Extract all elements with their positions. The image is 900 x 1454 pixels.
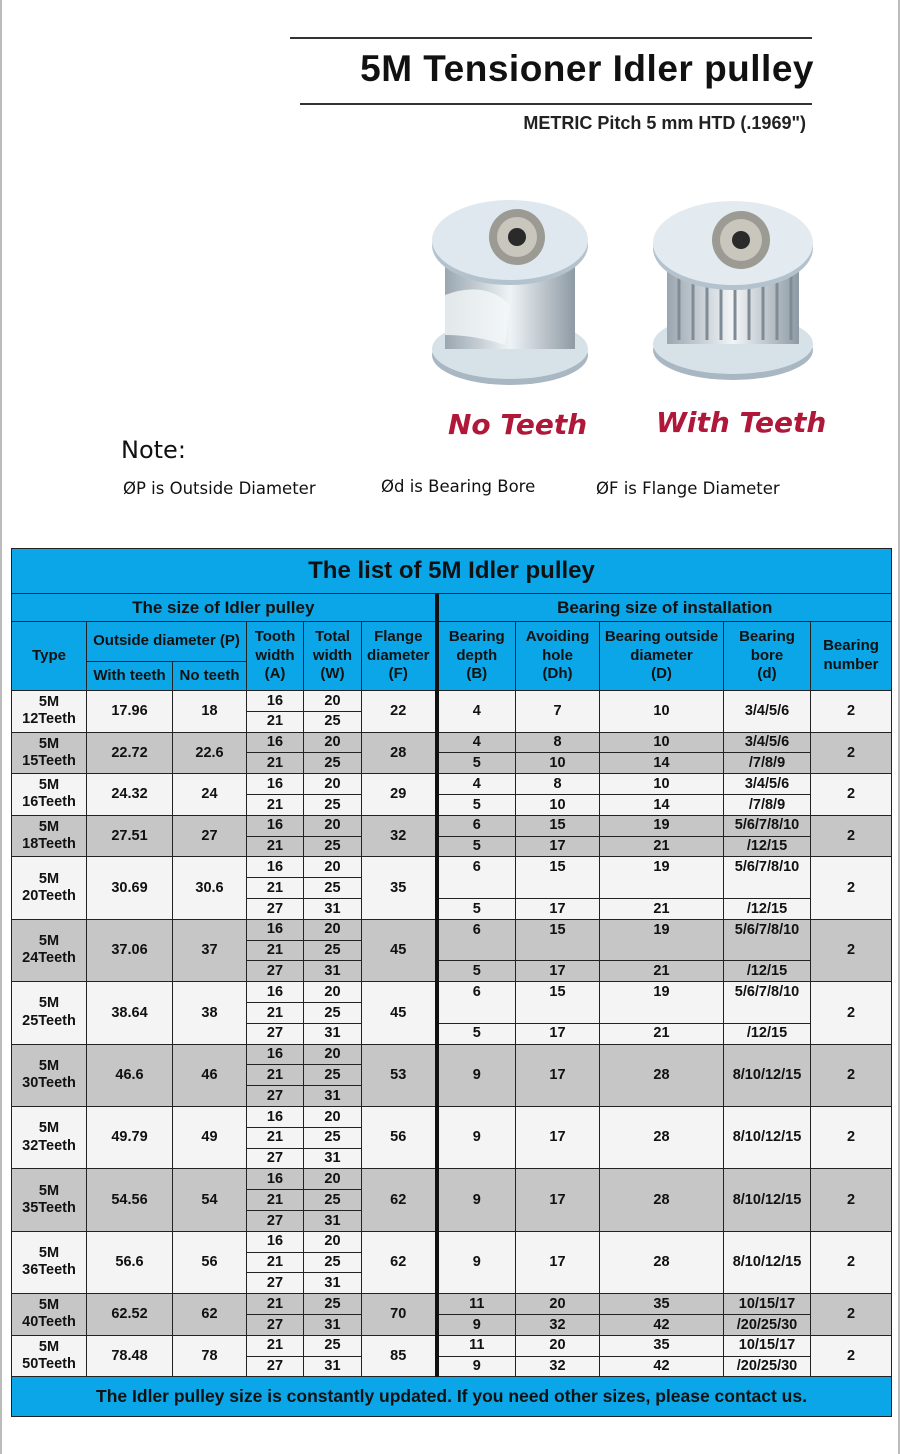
cell-flange-diameter: 29: [362, 774, 437, 816]
cell-total-width: 25: [304, 753, 362, 774]
cell-avoiding-hole: 15: [516, 815, 600, 836]
cell-bearing-outside-diameter: 19: [600, 919, 724, 961]
cell-bearing-outside-diameter: 42: [600, 1314, 724, 1335]
cell-bearing-depth: 6: [437, 815, 516, 836]
cell-no-teeth-diameter: 78: [173, 1335, 247, 1377]
cell-tooth-width: 21: [247, 940, 304, 961]
cell-total-width: 20: [304, 732, 362, 753]
header-bearing-bore: Bearing bore (d): [724, 622, 811, 691]
table-caption: The list of 5M Idler pulley: [12, 549, 892, 594]
cell-tooth-width: 16: [247, 732, 304, 753]
cell-tooth-width: 16: [247, 774, 304, 795]
cell-flange-diameter: 62: [362, 1231, 437, 1293]
cell-tooth-width: 16: [247, 982, 304, 1003]
table-footer-note: The Idler pulley size is constantly updated. If you need other sizes, please contact us.: [12, 1377, 892, 1417]
cell-bearing-outside-diameter: 21: [600, 961, 724, 982]
note-outside-diameter: ØP is Outside Diameter: [123, 479, 316, 498]
header-with-teeth: With teeth: [87, 662, 173, 691]
cell-tooth-width: 21: [247, 878, 304, 899]
cell-bearing-number: 2: [811, 774, 892, 816]
cell-bearing-bore: /20/25/30: [724, 1356, 811, 1377]
cell-flange-diameter: 53: [362, 1044, 437, 1106]
cell-total-width: 25: [304, 1252, 362, 1273]
cell-avoiding-hole: 17: [516, 961, 600, 982]
cell-avoiding-hole: 32: [516, 1314, 600, 1335]
cell-total-width: 20: [304, 1231, 362, 1252]
cell-flange-diameter: 45: [362, 982, 437, 1044]
cell-bearing-bore: 10/15/17: [724, 1335, 811, 1356]
cell-bearing-outside-diameter: 14: [600, 753, 724, 774]
cell-with-teeth-diameter: 78.48: [87, 1335, 173, 1377]
cell-bearing-bore: 8/10/12/15: [724, 1044, 811, 1106]
header-type: Type: [12, 622, 87, 691]
cell-total-width: 25: [304, 1294, 362, 1315]
cell-bearing-bore: 5/6/7/8/10: [724, 919, 811, 961]
note-flange-diameter: ØF is Flange Diameter: [596, 479, 780, 498]
cell-bearing-depth: 6: [437, 857, 516, 899]
cell-with-teeth-diameter: 37.06: [87, 919, 173, 981]
header-total-width: Total width (W): [304, 622, 362, 691]
cell-flange-diameter: 32: [362, 815, 437, 857]
with-teeth-pulley-image: [645, 190, 825, 390]
cell-no-teeth-diameter: 37: [173, 919, 247, 981]
cell-total-width: 31: [304, 1148, 362, 1169]
cell-tooth-width: 21: [247, 836, 304, 857]
cell-bearing-depth: 11: [437, 1294, 516, 1315]
cell-avoiding-hole: 8: [516, 732, 600, 753]
cell-bearing-number: 2: [811, 1044, 892, 1106]
table-row: [12, 982, 892, 1003]
cell-total-width: 20: [304, 691, 362, 712]
cell-avoiding-hole: 8: [516, 774, 600, 795]
cell-with-teeth-diameter: 17.96: [87, 691, 173, 733]
cell-bearing-bore: /12/15: [724, 1023, 811, 1044]
cell-bearing-depth: 4: [437, 732, 516, 753]
cell-type: 5M 35Teeth: [12, 1169, 87, 1231]
cell-type: 5M 32Teeth: [12, 1106, 87, 1168]
cell-type: 5M 40Teeth: [12, 1294, 87, 1336]
cell-bearing-depth: 5: [437, 753, 516, 774]
cell-avoiding-hole: 15: [516, 857, 600, 899]
cell-type: 5M 25Teeth: [12, 982, 87, 1044]
cell-total-width: 31: [304, 1210, 362, 1231]
cell-bearing-depth: 11: [437, 1335, 516, 1356]
cell-type: 5M 30Teeth: [12, 1044, 87, 1106]
table-row: [12, 691, 892, 712]
cell-avoiding-hole: 32: [516, 1356, 600, 1377]
cell-flange-diameter: 56: [362, 1106, 437, 1168]
cell-bearing-bore: 8/10/12/15: [724, 1169, 811, 1231]
cell-bearing-depth: 9: [437, 1356, 516, 1377]
cell-tooth-width: 21: [247, 753, 304, 774]
cell-flange-diameter: 85: [362, 1335, 437, 1377]
no-teeth-caption: No Teeth: [448, 408, 588, 441]
cell-no-teeth-diameter: 62: [173, 1294, 247, 1336]
cell-avoiding-hole: 17: [516, 1044, 600, 1106]
idler-pulley-table: [11, 548, 891, 1417]
cell-tooth-width: 27: [247, 1148, 304, 1169]
cell-flange-diameter: 70: [362, 1294, 437, 1336]
cell-tooth-width: 16: [247, 691, 304, 712]
cell-avoiding-hole: 17: [516, 898, 600, 919]
cell-flange-diameter: 35: [362, 857, 437, 919]
cell-avoiding-hole: 17: [516, 1023, 600, 1044]
cell-avoiding-hole: 20: [516, 1294, 600, 1315]
header-bearing-depth: Bearing depth (B): [437, 622, 516, 691]
cell-bearing-outside-diameter: 28: [600, 1169, 724, 1231]
cell-tooth-width: 27: [247, 1273, 304, 1294]
cell-bearing-depth: 9: [437, 1169, 516, 1231]
cell-bearing-outside-diameter: 21: [600, 898, 724, 919]
cell-flange-diameter: 62: [362, 1169, 437, 1231]
cell-with-teeth-diameter: 62.52: [87, 1294, 173, 1336]
cell-tooth-width: 27: [247, 1086, 304, 1107]
cell-avoiding-hole: 17: [516, 1169, 600, 1231]
cell-bearing-depth: 4: [437, 691, 516, 733]
header-bearing-number: Bearing number: [811, 622, 892, 691]
cell-type: 5M 16Teeth: [12, 774, 87, 816]
cell-bearing-outside-diameter: 10: [600, 732, 724, 753]
cell-bearing-bore: 10/15/17: [724, 1294, 811, 1315]
cell-bearing-bore: 3/4/5/6: [724, 774, 811, 795]
cell-with-teeth-diameter: 22.72: [87, 732, 173, 774]
cell-bearing-number: 2: [811, 919, 892, 981]
header-avoiding-hole: Avoiding hole (Dh): [516, 622, 600, 691]
cell-tooth-width: 16: [247, 919, 304, 940]
cell-bearing-bore: /12/15: [724, 961, 811, 982]
header-tooth-width: Tooth width (A): [247, 622, 304, 691]
cell-bearing-number: 2: [811, 1169, 892, 1231]
cell-with-teeth-diameter: 49.79: [87, 1106, 173, 1168]
cell-total-width: 25: [304, 711, 362, 732]
cell-avoiding-hole: 15: [516, 982, 600, 1024]
cell-tooth-width: 16: [247, 815, 304, 836]
cell-bearing-bore: /20/25/30: [724, 1314, 811, 1335]
cell-bearing-outside-diameter: 14: [600, 794, 724, 815]
table-row: [12, 857, 892, 878]
cell-bearing-outside-diameter: 21: [600, 1023, 724, 1044]
cell-total-width: 20: [304, 774, 362, 795]
cell-bearing-depth: 9: [437, 1231, 516, 1293]
cell-bearing-number: 2: [811, 691, 892, 733]
cell-tooth-width: 16: [247, 1044, 304, 1065]
cell-bearing-depth: 9: [437, 1314, 516, 1335]
cell-bearing-outside-diameter: 19: [600, 982, 724, 1024]
header-no-teeth: No teeth: [173, 662, 247, 691]
header-flange-diameter: Flange diameter (F): [362, 622, 437, 691]
cell-with-teeth-diameter: 30.69: [87, 857, 173, 919]
cell-tooth-width: 21: [247, 1252, 304, 1273]
cell-with-teeth-diameter: 54.56: [87, 1169, 173, 1231]
cell-bearing-number: 2: [811, 1106, 892, 1168]
cell-total-width: 20: [304, 815, 362, 836]
cell-tooth-width: 16: [247, 857, 304, 878]
cell-bearing-bore: 5/6/7/8/10: [724, 982, 811, 1024]
cell-bearing-depth: 5: [437, 961, 516, 982]
page-left-border: [0, 0, 2, 1454]
cell-type: 5M 18Teeth: [12, 815, 87, 857]
cell-tooth-width: 21: [247, 1065, 304, 1086]
cell-avoiding-hole: 20: [516, 1335, 600, 1356]
cell-total-width: 20: [304, 1169, 362, 1190]
cell-bearing-outside-diameter: 10: [600, 774, 724, 795]
cell-no-teeth-diameter: 46: [173, 1044, 247, 1106]
cell-total-width: 25: [304, 940, 362, 961]
cell-no-teeth-diameter: 27: [173, 815, 247, 857]
table-row: [12, 1044, 892, 1065]
cell-bearing-depth: 5: [437, 898, 516, 919]
cell-bearing-bore: /12/15: [724, 836, 811, 857]
cell-flange-diameter: 45: [362, 919, 437, 981]
cell-total-width: 25: [304, 878, 362, 899]
cell-no-teeth-diameter: 22.6: [173, 732, 247, 774]
cell-type: 5M 50Teeth: [12, 1335, 87, 1377]
cell-no-teeth-diameter: 18: [173, 691, 247, 733]
cell-tooth-width: 27: [247, 1023, 304, 1044]
title-bottom-rule: [300, 103, 812, 105]
cell-with-teeth-diameter: 38.64: [87, 982, 173, 1044]
cell-avoiding-hole: 10: [516, 753, 600, 774]
header-bearing-outside-diameter: Bearing outside diameter (D): [600, 622, 724, 691]
cell-tooth-width: 21: [247, 1190, 304, 1211]
cell-tooth-width: 21: [247, 1002, 304, 1023]
cell-tooth-width: 21: [247, 794, 304, 815]
cell-bearing-number: 2: [811, 982, 892, 1044]
cell-bearing-bore: 8/10/12/15: [724, 1231, 811, 1293]
table-row: [12, 774, 892, 795]
cell-bearing-depth: 4: [437, 774, 516, 795]
cell-with-teeth-diameter: 27.51: [87, 815, 173, 857]
cell-type: 5M 36Teeth: [12, 1231, 87, 1293]
cell-tooth-width: 27: [247, 1314, 304, 1335]
cell-total-width: 25: [304, 1190, 362, 1211]
cell-avoiding-hole: 17: [516, 1231, 600, 1293]
cell-tooth-width: 21: [247, 1335, 304, 1356]
cell-bearing-bore: 5/6/7/8/10: [724, 815, 811, 836]
cell-no-teeth-diameter: 54: [173, 1169, 247, 1231]
cell-total-width: 25: [304, 1002, 362, 1023]
table-row: [12, 1335, 892, 1356]
cell-tooth-width: 21: [247, 711, 304, 732]
cell-bearing-bore: 3/4/5/6: [724, 732, 811, 753]
cell-total-width: 31: [304, 898, 362, 919]
table-row: [12, 1169, 892, 1190]
cell-avoiding-hole: 17: [516, 836, 600, 857]
cell-total-width: 20: [304, 982, 362, 1003]
cell-total-width: 31: [304, 1356, 362, 1377]
group-header-bearing-size: Bearing size of installation: [437, 594, 892, 622]
cell-total-width: 25: [304, 1065, 362, 1086]
cell-flange-diameter: 28: [362, 732, 437, 774]
cell-bearing-number: 2: [811, 1231, 892, 1293]
cell-bearing-bore: /7/8/9: [724, 794, 811, 815]
cell-avoiding-hole: 10: [516, 794, 600, 815]
cell-bearing-depth: 5: [437, 794, 516, 815]
cell-bearing-outside-diameter: 42: [600, 1356, 724, 1377]
note-bearing-bore: Ød is Bearing Bore: [381, 477, 536, 496]
cell-bearing-bore: /12/15: [724, 898, 811, 919]
cell-tooth-width: 27: [247, 1210, 304, 1231]
cell-avoiding-hole: 15: [516, 919, 600, 961]
cell-tooth-width: 21: [247, 1127, 304, 1148]
cell-total-width: 31: [304, 1314, 362, 1335]
cell-type: 5M 20Teeth: [12, 857, 87, 919]
cell-total-width: 25: [304, 794, 362, 815]
cell-total-width: 20: [304, 1106, 362, 1127]
with-teeth-caption: With Teeth: [656, 406, 827, 439]
cell-bearing-bore: 5/6/7/8/10: [724, 857, 811, 899]
cell-no-teeth-diameter: 56: [173, 1231, 247, 1293]
cell-total-width: 25: [304, 1127, 362, 1148]
cell-bearing-depth: 6: [437, 982, 516, 1024]
header-outside-diameter: Outside diameter (P): [87, 622, 247, 662]
cell-bearing-outside-diameter: 19: [600, 857, 724, 899]
cell-bearing-outside-diameter: 10: [600, 691, 724, 733]
cell-tooth-width: 27: [247, 898, 304, 919]
cell-bearing-outside-diameter: 21: [600, 836, 724, 857]
cell-avoiding-hole: 7: [516, 691, 600, 733]
note-title: Note:: [121, 436, 186, 464]
cell-total-width: 25: [304, 836, 362, 857]
cell-total-width: 31: [304, 1273, 362, 1294]
cell-no-teeth-diameter: 30.6: [173, 857, 247, 919]
cell-bearing-number: 2: [811, 857, 892, 919]
cell-type: 5M 12Teeth: [12, 691, 87, 733]
cell-tooth-width: 27: [247, 1356, 304, 1377]
cell-total-width: 25: [304, 1335, 362, 1356]
cell-bearing-number: 2: [811, 1294, 892, 1336]
cell-total-width: 31: [304, 961, 362, 982]
table-row: [12, 919, 892, 940]
cell-bearing-outside-diameter: 35: [600, 1335, 724, 1356]
cell-type: 5M 24Teeth: [12, 919, 87, 981]
cell-bearing-number: 2: [811, 732, 892, 774]
cell-bearing-outside-diameter: 19: [600, 815, 724, 836]
cell-bearing-depth: 6: [437, 919, 516, 961]
cell-total-width: 31: [304, 1023, 362, 1044]
title-top-rule: [290, 37, 812, 39]
cell-bearing-number: 2: [811, 815, 892, 857]
cell-bearing-depth: 9: [437, 1044, 516, 1106]
page-title: 5M Tensioner Idler pulley: [360, 48, 814, 89]
cell-bearing-depth: 9: [437, 1106, 516, 1168]
cell-tooth-width: 27: [247, 961, 304, 982]
cell-bearing-bore: /7/8/9: [724, 753, 811, 774]
table-row: [12, 1294, 892, 1315]
cell-no-teeth-diameter: 38: [173, 982, 247, 1044]
cell-tooth-width: 21: [247, 1294, 304, 1315]
cell-flange-diameter: 22: [362, 691, 437, 733]
cell-with-teeth-diameter: 56.6: [87, 1231, 173, 1293]
cell-avoiding-hole: 17: [516, 1106, 600, 1168]
cell-tooth-width: 16: [247, 1231, 304, 1252]
table-row: [12, 732, 892, 753]
cell-total-width: 20: [304, 919, 362, 940]
cell-tooth-width: 16: [247, 1106, 304, 1127]
cell-with-teeth-diameter: 24.32: [87, 774, 173, 816]
cell-bearing-depth: 5: [437, 1023, 516, 1044]
cell-tooth-width: 16: [247, 1169, 304, 1190]
cell-with-teeth-diameter: 46.6: [87, 1044, 173, 1106]
cell-bearing-bore: 8/10/12/15: [724, 1106, 811, 1168]
cell-bearing-bore: 3/4/5/6: [724, 691, 811, 733]
cell-bearing-outside-diameter: 28: [600, 1044, 724, 1106]
cell-type: 5M 15Teeth: [12, 732, 87, 774]
table-row: [12, 815, 892, 836]
cell-bearing-outside-diameter: 28: [600, 1106, 724, 1168]
cell-total-width: 31: [304, 1086, 362, 1107]
table-row: [12, 1106, 892, 1127]
cell-bearing-depth: 5: [437, 836, 516, 857]
cell-total-width: 20: [304, 857, 362, 878]
cell-bearing-outside-diameter: 28: [600, 1231, 724, 1293]
page-subtitle: METRIC Pitch 5 mm HTD (.1969"): [523, 113, 806, 133]
group-header-pulley-size: The size of Idler pulley: [12, 594, 437, 622]
cell-no-teeth-diameter: 24: [173, 774, 247, 816]
no-teeth-pulley-image: [425, 185, 595, 395]
cell-bearing-number: 2: [811, 1335, 892, 1377]
table-row: [12, 1231, 892, 1252]
cell-total-width: 20: [304, 1044, 362, 1065]
cell-no-teeth-diameter: 49: [173, 1106, 247, 1168]
cell-bearing-outside-diameter: 35: [600, 1294, 724, 1315]
